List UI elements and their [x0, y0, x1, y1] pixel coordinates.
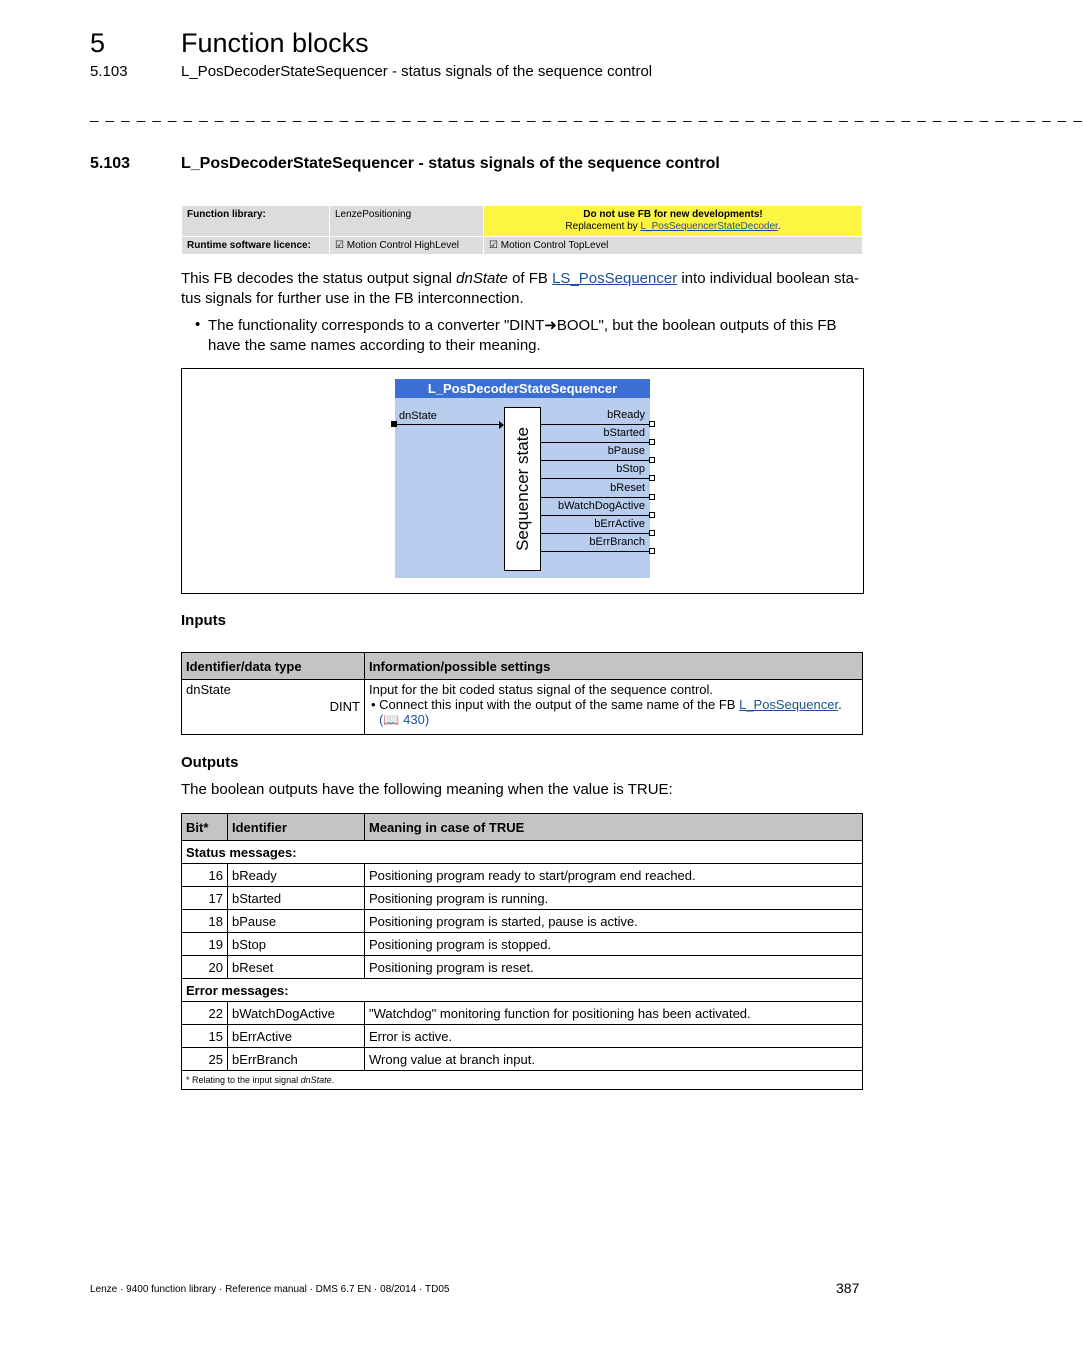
col-bit: Bit* — [182, 814, 228, 841]
bit-cell: 18 — [182, 910, 228, 933]
output-pin-berractive — [540, 516, 650, 534]
meaning-cell: "Watchdog" monitoring function for positioning has been activated. — [365, 1002, 863, 1025]
output-label: bPause — [607, 445, 645, 457]
meaning-cell: Positioning program is reset. — [365, 956, 863, 979]
intro-text-3: into individual boolean sta-tus signals for further use in the FB interconnection. — [181, 270, 859, 307]
bit-cell: 17 — [182, 887, 228, 910]
identifier-cell: bErrBranch — [228, 1048, 365, 1071]
replacement-suffix: . — [777, 221, 781, 232]
output-label: bReady — [607, 409, 645, 421]
header-separator: _ _ _ _ _ _ _ _ _ _ _ _ _ _ _ _ _ _ _ _ _ _ _ _ _ _ _ _ _ _ _ _ _ _ _ _ _ _ _ _ _ _ _ _ _ _ _ _ _ _ _ _ _ _ _ _ _ _ _ _ _ _ _ _ — [90, 106, 1083, 123]
fb-link-l-possequencer[interactable]: L_PosSequencer — [739, 697, 839, 712]
chapter-title: Function blocks — [181, 28, 369, 58]
output-pin-breday — [540, 407, 650, 425]
table-row — [182, 933, 863, 956]
replacement-link[interactable]: L_PosSequencerStateDecoder — [640, 221, 778, 232]
input-info: Input for the bit coded status signal of the sequence control. — [369, 682, 713, 697]
chapter-number: 5 — [90, 28, 106, 58]
deprecation-notice — [484, 206, 863, 237]
output-pin-breset — [540, 480, 650, 498]
identifier-cell: bReset — [228, 956, 365, 979]
licence-highlevel: ☑ Motion Control HighLevel — [330, 237, 484, 255]
identifier-cell: bWatchDogActive — [228, 1002, 365, 1025]
input-info-bullet — [369, 697, 858, 728]
header-section-title: L_PosDecoderStateSequencer - status signals of the sequence control — [181, 63, 653, 80]
meaning-cell: Positioning program is started, pause is active. — [365, 910, 863, 933]
meaning-cell: Positioning program is running. — [365, 887, 863, 910]
outputs-heading: Outputs — [181, 754, 239, 771]
output-pin-connector — [649, 548, 655, 554]
table-row — [182, 1025, 863, 1048]
output-label: bStarted — [603, 427, 645, 439]
library-value: LenzePositioning — [330, 206, 484, 237]
output-label: bStop — [616, 463, 645, 475]
bit-cell: 22 — [182, 1002, 228, 1025]
bit-cell: 15 — [182, 1025, 228, 1048]
input-identifier: dnState — [186, 682, 231, 697]
identifier-cell: bErrActive — [228, 1025, 365, 1048]
inputs-table — [181, 652, 863, 735]
meaning-cell: Wrong value at branch input. — [365, 1048, 863, 1071]
col-meaning: Meaning in case of TRUE — [365, 814, 863, 841]
identifier-cell: bPause — [228, 910, 365, 933]
bit-cell: 16 — [182, 864, 228, 887]
intro-bullet-text: The functionality corresponds to a converter "DINT➜BOOL", but the boolean outputs of this FB have the same names according to their meaning. — [208, 317, 837, 354]
library-label: Function library: — [182, 206, 330, 237]
footnote-signal: dnState — [300, 1075, 332, 1085]
bullet-marker: • — [195, 316, 201, 333]
footer-document-info: Lenze · 9400 function library · Reference manual · DMS 6.7 EN · 08/2014 · TD05 — [90, 1284, 450, 1295]
replacement-prefix: Replacement by — [565, 221, 638, 232]
meaning-cell: Positioning program ready to start/program end reached. — [365, 864, 863, 887]
input-data-type: DINT — [329, 699, 360, 714]
output-pin-bstop — [540, 461, 650, 479]
table-row — [182, 887, 863, 910]
sequencer-state-label: Sequencer state — [512, 427, 532, 551]
output-pin-bpause — [540, 443, 650, 461]
col-identifier: Identifier — [228, 814, 365, 841]
intro-signal: dnState — [456, 270, 508, 287]
group-error-messages: Error messages: — [182, 979, 863, 1002]
outputs-table — [181, 813, 863, 1090]
intro-text-2: of FB — [512, 270, 548, 287]
output-label: bErrBranch — [589, 536, 645, 548]
inputs-col-identifier: Identifier/data type — [182, 653, 365, 680]
meaning-cell: Positioning program is stopped. — [365, 933, 863, 956]
group-status-messages: Status messages: — [182, 841, 863, 864]
input-pin-label: dnState — [399, 410, 437, 422]
inputs-col-info: Information/possible settings — [365, 653, 863, 680]
output-label: bErrActive — [594, 518, 645, 530]
bit-cell: 25 — [182, 1048, 228, 1071]
deprecation-warning: Do not use FB for new developments! — [583, 209, 763, 220]
section-title: L_PosDecoderStateSequencer - status signals of the sequence control — [181, 155, 720, 172]
identifier-cell: bStop — [228, 933, 365, 956]
identifier-cell: bReady — [228, 864, 365, 887]
header-section-number: 5.103 — [90, 63, 128, 80]
meaning-cell: Error is active. — [365, 1025, 863, 1048]
footnote-suffix: . — [331, 1075, 335, 1085]
bit-cell: 20 — [182, 956, 228, 979]
licence-label: Runtime software licence: — [182, 237, 330, 255]
licence-toplevel: ☑ Motion Control TopLevel — [484, 237, 863, 255]
intro-text-1: This FB decodes the status output signal — [181, 270, 452, 287]
table-row — [182, 1048, 863, 1071]
page-number: 387 — [836, 1280, 860, 1296]
fb-link-ls-possequencer[interactable]: LS_PosSequencer — [552, 270, 678, 287]
library-info-table — [181, 205, 863, 255]
sequencer-state-label-wrap — [504, 407, 541, 571]
function-block-title: L_PosDecoderStateSequencer — [395, 379, 650, 398]
inputs-heading: Inputs — [181, 612, 226, 629]
output-pin-bstarted — [540, 425, 650, 443]
bit-cell: 19 — [182, 933, 228, 956]
output-pin-berrbranch — [540, 534, 650, 552]
input-bullet-suffix: . — [838, 697, 842, 712]
table-row — [182, 864, 863, 887]
footnote-prefix: * Relating to the input signal — [186, 1075, 299, 1085]
input-connection-line — [396, 424, 501, 425]
output-label: bReset — [610, 482, 645, 494]
output-label: bWatchDogActive — [557, 500, 645, 512]
table-row — [182, 956, 863, 979]
intro-paragraph — [181, 269, 865, 309]
input-bullet-text: • Connect this input with the output of the same name of the FB — [371, 697, 736, 712]
table-footnote — [182, 1071, 863, 1090]
table-row — [182, 680, 863, 735]
table-row — [182, 910, 863, 933]
output-pin-bwatchdogactive — [540, 498, 650, 516]
table-row — [182, 1002, 863, 1025]
section-number: 5.103 — [90, 155, 131, 172]
identifier-cell: bStarted — [228, 887, 365, 910]
outputs-intro: The boolean outputs have the following meaning when the value is TRUE: — [181, 781, 673, 798]
page-reference-link[interactable]: (📖 430) — [379, 712, 430, 727]
input-pin — [391, 421, 397, 427]
